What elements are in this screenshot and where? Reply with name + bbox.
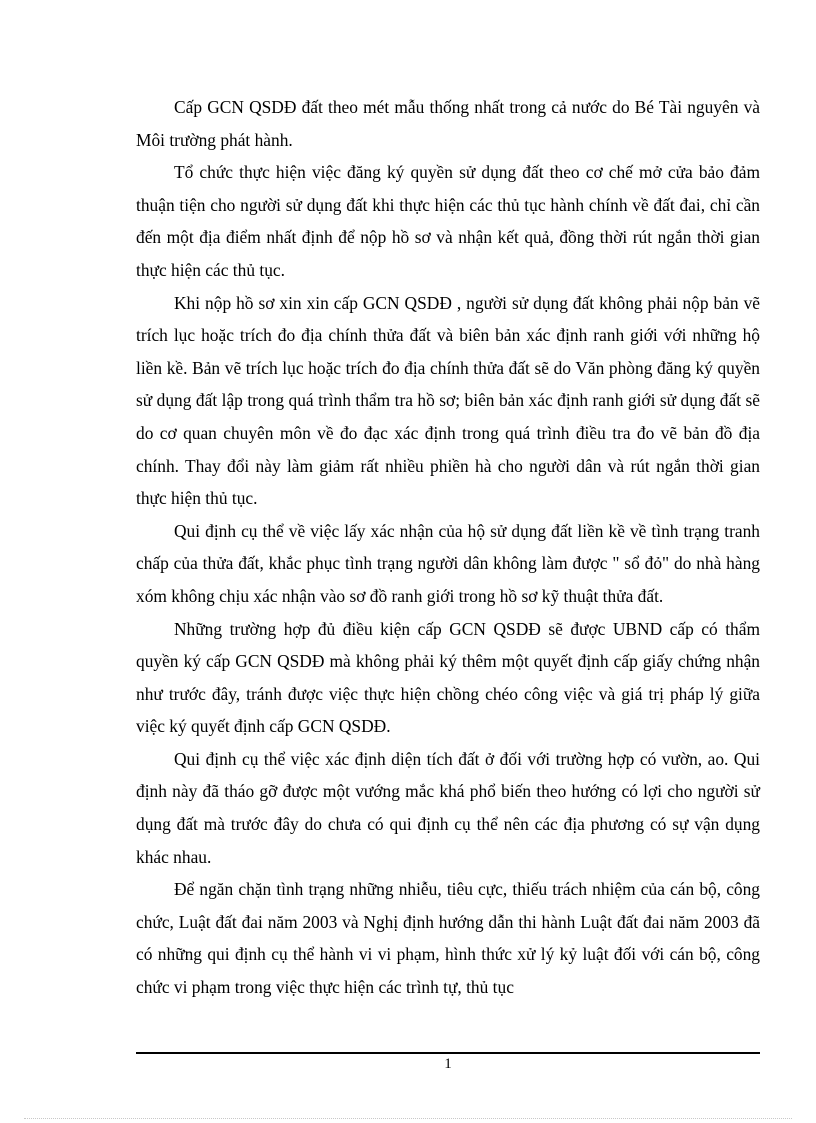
- paragraph-3: Khi nộp hồ sơ xin xin cấp GCN QSDĐ , người sử dụng đất không phải nộp bản vẽ trích lục hoặc trích đo địa chính thửa đất và biên bản xác định ranh giới với những hộ liền kề. Bản vẽ trích lục hoặc trích đo địa chính thửa đất sẽ do Văn phòng đăng ký quyền sử dụng đất lập trong quá trình thẩm tra hồ sơ; biên bản xác định ranh giới sử dụng đất sẽ do cơ quan chuyên môn về đo đạc xác định trong quá trình điều tra đo vẽ bản đồ địa chính. Thay đổi này làm giảm rất nhiều phiền hà cho người dân và rút ngắn thời gian thực hiện thủ tục.: [136, 292, 760, 509]
- paragraph-7: Để ngăn chặn tình trạng những nhiễu, tiêu cực, thiếu trách nhiệm của cán bộ, công chức, Luật đất đai năm 2003 và Nghị định hướng dẫn thi hành Luật đất đai năm 2003 đã có những qui định cụ thể hành vi vi phạm, hình thức xử lý kỷ luật đối với cán bộ, công chức vi phạm trong việc thực hiện các trình tự, thủ tục: [136, 879, 760, 998]
- document-body: [136, 91, 760, 1004]
- footer-divider: [136, 1052, 760, 1054]
- paragraph-5: Những trường hợp đủ điều kiện cấp GCN QSDĐ sẽ được UBND cấp có thẩm quyền ký cấp GCN QSDĐ mà không phải ký thêm một quyết định cấp giấy chứng nhận như trước đây, tránh được việc thực hiện chồng chéo công việc và giá trị pháp lý giữa việc ký quyết định cấp GCN QSDĐ.: [136, 618, 760, 737]
- paragraph-1: Cấp GCN QSDĐ đất theo mét mẫu thống nhất trong cả nước do Bé Tài nguyên và Môi trường phát hành.: [136, 97, 760, 150]
- paragraph-6: Qui định cụ thể việc xác định diện tích đất ở đối với trường hợp có vườn, ao. Qui định này đã tháo gỡ được một vướng mắc khá phổ biến theo hướng có lợi cho người sử dụng đất mà trước đây do chưa có qui định cụ thể nên các địa phương có sự vận dụng khác nhau.: [136, 748, 760, 867]
- paragraph-2: Tổ chức thực hiện việc đăng ký quyền sử dụng đất theo cơ chế mở cửa bảo đảm thuận tiện cho người sử dụng đất khi thực hiện các thủ tục hành chính về đất đai, chỉ cần đến một địa điểm nhất định để nộp hồ sơ và nhận kết quả, đồng thời rút ngắn thời gian thực hiện các thủ tục.: [136, 162, 760, 280]
- paragraph-4: Qui định cụ thể về việc lấy xác nhận của hộ sử dụng đất liền kề về tình trạng tranh chấp của thửa đất, khắc phục tình trạng người dân không làm được " sổ đỏ" do nhà hàng xóm không chịu xác nhận vào sơ đồ ranh giới trong hồ sơ kỹ thuật thửa đất.: [136, 520, 760, 606]
- page-bottom-edge: [24, 1118, 792, 1119]
- page-number: 1: [444, 1056, 452, 1072]
